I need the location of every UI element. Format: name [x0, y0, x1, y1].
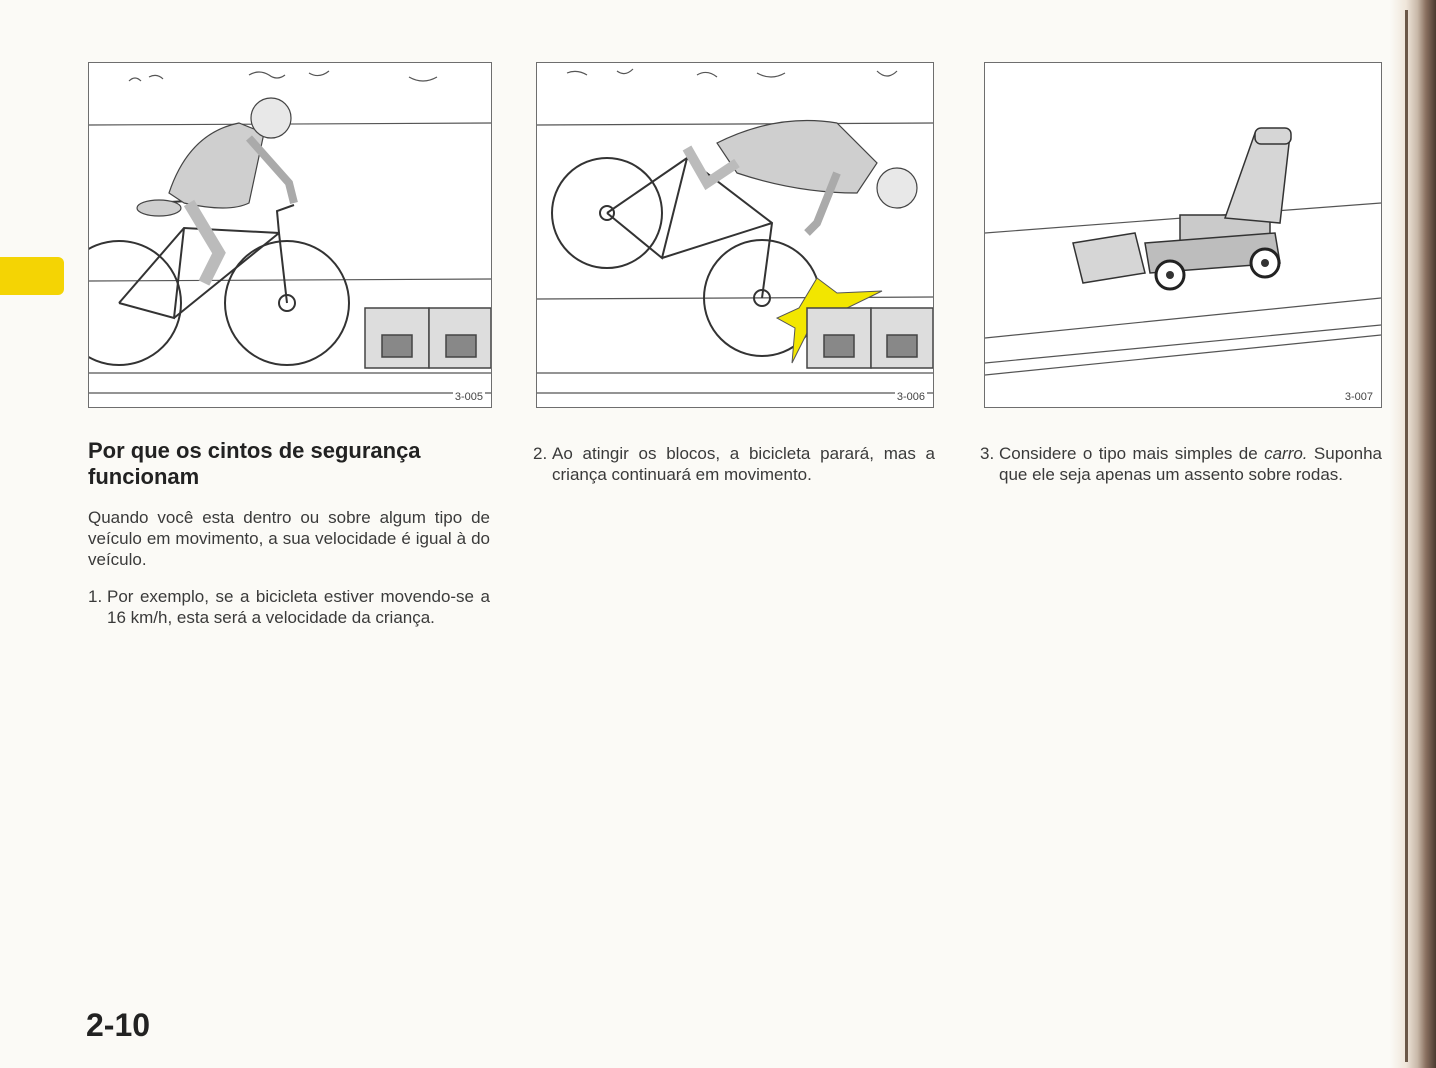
step-3-text-after: Suponha que ele seja apenas um assento sobre rodas.: [999, 444, 1382, 484]
bicycle-rider-illustration: [89, 63, 491, 407]
figure-code: 3-007: [1344, 391, 1373, 403]
step-2: [533, 443, 935, 485]
section-tab-marker: [0, 257, 64, 295]
step-3-text: [999, 443, 1382, 485]
step-1-number: 1.: [88, 587, 103, 606]
step-3-text-before: Considere o tipo mais simples de: [999, 444, 1265, 463]
section-heading-line2: funcionam: [88, 464, 200, 489]
step-1-text: Por exemplo, se a bicicleta estiver movendo-se a 16 km/h, esta será a velocidade da criança.: [107, 587, 490, 627]
section-heading-line1: Por que os cintos de segurança: [88, 438, 421, 463]
figure-code: 3-006: [896, 391, 925, 403]
figure-code: 3-005: [454, 391, 483, 403]
page-number: 2-10: [86, 1007, 151, 1043]
step-3-number: 3.: [980, 444, 995, 463]
bicycle-crash-illustration: [537, 63, 933, 407]
seat-on-wheels-illustration: [985, 63, 1381, 407]
figure-child-riding-bicycle: [88, 62, 492, 408]
step-3: [980, 443, 1382, 485]
intro-paragraph: Quando você esta dentro ou sobre algum tipo de veículo em movimento, a sua velocidade é igual à do veículo.: [88, 508, 490, 569]
step-1: [88, 586, 490, 628]
section-heading: [88, 438, 488, 490]
figure-child-thrown-from-bicycle: [536, 62, 934, 408]
step-2-number: 2.: [533, 444, 548, 463]
book-spine-shadow: [1390, 0, 1436, 1068]
step-2-text: Ao atingir os blocos, a bicicleta parará, mas a criança continuará em movimento.: [552, 444, 935, 484]
step-3-text-italic: carro.: [1264, 444, 1308, 463]
book-spine-edge: [1405, 10, 1408, 1062]
figure-seat-on-wheels: [984, 62, 1382, 408]
